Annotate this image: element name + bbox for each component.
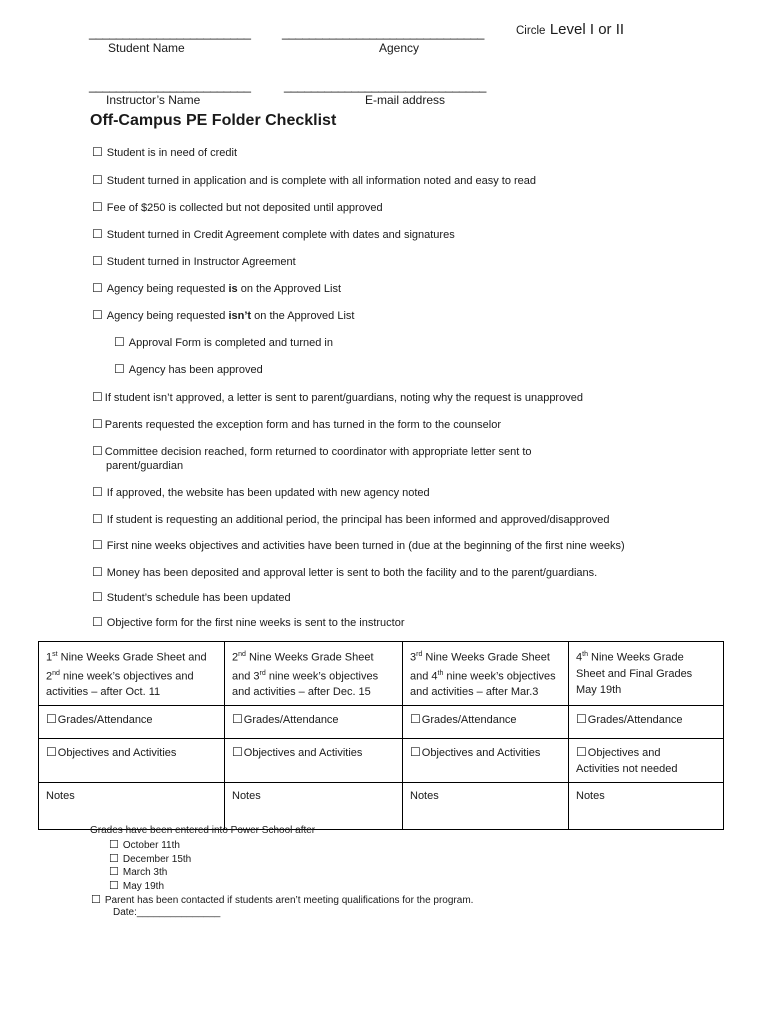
header-cell-third-nine-weeks: 3rd Nine Weeks Grade Sheet and 4th nine week’s objectives and activities – after Mar.3 bbox=[403, 642, 569, 706]
table-row-notes bbox=[39, 783, 724, 830]
objectives-not-needed-cell[interactable]: ☐Objectives and Activities not needed bbox=[569, 739, 724, 783]
item-label: Agency has been approved bbox=[128, 364, 263, 376]
item-label: Student turned in Instructor Agreement bbox=[106, 256, 296, 268]
checkbox-icon[interactable]: ☐ bbox=[92, 308, 103, 322]
checklist-item-agency-approved[interactable] bbox=[92, 281, 341, 295]
checkbox-icon[interactable]: ☐ bbox=[46, 712, 57, 727]
checkbox-icon[interactable]: ☐ bbox=[410, 712, 421, 727]
item-label: Agency being requested bbox=[106, 310, 226, 322]
notes-cell[interactable]: Notes bbox=[569, 783, 724, 830]
checklist-item-schedule-updated[interactable] bbox=[92, 590, 291, 604]
checklist-item-fee[interactable] bbox=[92, 200, 383, 214]
item-emphasis: isn’t bbox=[228, 310, 252, 322]
checkbox-icon[interactable]: ☐ bbox=[576, 745, 587, 760]
item-label: Money has been deposited and approval letter is sent to both the facility and to the parent/guardians. bbox=[106, 567, 598, 579]
date-option-oct[interactable]: ☐ October 11th bbox=[109, 839, 180, 851]
checklist-item-additional-period[interactable] bbox=[92, 512, 609, 526]
page-title: Off-Campus PE Folder Checklist bbox=[90, 112, 337, 129]
level-options[interactable]: Level I or II bbox=[549, 21, 625, 38]
item-label: First nine weeks objectives and activities have been turned in (due at the beginning of the first nine weeks) bbox=[106, 540, 625, 552]
checkbox-icon[interactable]: ☐ bbox=[92, 538, 103, 552]
parent-contacted-item[interactable]: ☐ Parent has been contacted if students aren’t meeting qualifications for the program. bbox=[91, 894, 474, 906]
checklist-item-exception-form[interactable] bbox=[92, 417, 501, 431]
grades-attendance-cell[interactable]: ☐Grades/Attendance bbox=[39, 706, 225, 739]
checklist-item-money-deposited[interactable] bbox=[92, 565, 597, 579]
item-label: Student turned in application and is complete with all information noted and easy to read bbox=[106, 175, 537, 187]
checklist-item-website-updated[interactable] bbox=[92, 485, 430, 499]
student-name-label: Student Name bbox=[108, 41, 185, 55]
checkbox-icon[interactable]: ☐ bbox=[109, 880, 119, 892]
checkbox-icon[interactable]: ☐ bbox=[92, 485, 103, 499]
checkbox-icon[interactable]: ☐ bbox=[92, 417, 103, 431]
grades-entered-label: Grades have been entered into Power School after bbox=[90, 825, 316, 836]
checklist-item-credit-needed[interactable] bbox=[92, 145, 237, 159]
checkbox-icon[interactable]: ☐ bbox=[92, 512, 103, 526]
agency-label: Agency bbox=[379, 41, 420, 55]
item-label: Parents requested the exception form and has turned in the form to the counselor bbox=[104, 419, 502, 431]
table-header-row bbox=[39, 642, 724, 706]
notes-cell[interactable]: Notes bbox=[403, 783, 569, 830]
header-cell-fourth-nine-weeks: 4th Nine Weeks Grade Sheet and Final Grades May 19th bbox=[569, 642, 724, 706]
checkbox-icon[interactable]: ☐ bbox=[232, 712, 243, 727]
checkbox-icon[interactable]: ☐ bbox=[92, 254, 103, 268]
checkbox-icon[interactable]: ☐ bbox=[109, 853, 119, 865]
checklist-item-agency-not-approved[interactable] bbox=[92, 308, 354, 322]
checkbox-icon[interactable]: ☐ bbox=[92, 565, 103, 579]
instructor-name-line[interactable]: ________________________ bbox=[89, 78, 251, 93]
table-row-objectives bbox=[39, 739, 724, 783]
item-label: Approval Form is completed and turned in bbox=[128, 337, 333, 349]
checkbox-icon[interactable]: ☐ bbox=[114, 335, 125, 349]
item-label: If student isn’t approved, a letter is sent to parent/guardians, noting why the request is unapproved bbox=[104, 392, 583, 404]
checkbox-icon[interactable]: ☐ bbox=[410, 745, 421, 760]
checkbox-icon[interactable]: ☐ bbox=[232, 745, 243, 760]
date-option-may[interactable]: ☐ May 19th bbox=[109, 880, 165, 892]
checkbox-icon[interactable]: ☐ bbox=[92, 390, 103, 404]
checkbox-icon[interactable]: ☐ bbox=[92, 590, 103, 604]
table-row-grades bbox=[39, 706, 724, 739]
checkbox-icon[interactable]: ☐ bbox=[92, 615, 103, 629]
item-label: If approved, the website has been updated with new agency noted bbox=[106, 487, 430, 499]
item-label: Agency being requested bbox=[106, 283, 226, 295]
checklist-subitem-approval-form[interactable] bbox=[114, 335, 333, 349]
notes-cell[interactable]: Notes bbox=[39, 783, 225, 830]
checklist-item-instructor-agreement[interactable] bbox=[92, 254, 296, 268]
grade-sheet-table bbox=[38, 641, 724, 830]
checklist-item-objective-form-sent[interactable] bbox=[92, 615, 405, 629]
checkbox-icon[interactable]: ☐ bbox=[92, 200, 103, 214]
grades-attendance-cell[interactable]: ☐Grades/Attendance bbox=[225, 706, 403, 739]
email-line[interactable]: ______________________________ bbox=[284, 78, 486, 93]
checkbox-icon[interactable]: ☐ bbox=[109, 839, 119, 851]
item-label: If student is requesting an additional period, the principal has been informed and approved/disapproved bbox=[106, 514, 610, 526]
checkbox-icon[interactable]: ☐ bbox=[92, 281, 103, 295]
item-label: Objective form for the first nine weeks is sent to the instructor bbox=[106, 617, 405, 629]
checklist-item-committee-decision[interactable] bbox=[92, 444, 532, 458]
checkbox-icon[interactable]: ☐ bbox=[91, 894, 101, 906]
objectives-activities-cell[interactable]: ☐Objectives and Activities bbox=[403, 739, 569, 783]
checklist-item-committee-decision-cont: parent/guardian bbox=[106, 460, 184, 472]
checklist-item-not-approved-letter[interactable] bbox=[92, 390, 583, 404]
item-label: Committee decision reached, form returned to coordinator with appropriate letter sent to bbox=[104, 446, 532, 458]
item-label: Student’s schedule has been updated bbox=[106, 592, 291, 604]
header-cell-first-nine-weeks: 1st Nine Weeks Grade Sheet and 2nd nine week’s objectives and activities – after Oct. 11 bbox=[39, 642, 225, 706]
checkbox-icon[interactable]: ☐ bbox=[92, 227, 103, 241]
checkbox-icon[interactable]: ☐ bbox=[92, 444, 103, 458]
objectives-activities-cell[interactable]: ☐Objectives and Activities bbox=[225, 739, 403, 783]
circle-label: Circle bbox=[516, 25, 546, 37]
checkbox-icon[interactable]: ☐ bbox=[46, 745, 57, 760]
objectives-activities-cell[interactable]: ☐Objectives and Activities bbox=[39, 739, 225, 783]
grades-attendance-cell[interactable]: ☐Grades/Attendance bbox=[403, 706, 569, 739]
checklist-item-first-objectives[interactable] bbox=[92, 538, 625, 552]
instructor-name-label: Instructor’s Name bbox=[106, 93, 201, 107]
student-name-line[interactable]: ________________________ bbox=[89, 25, 251, 40]
date-option-dec[interactable]: ☐ December 15th bbox=[109, 853, 192, 865]
item-label: on the Approved List bbox=[254, 310, 355, 322]
checkbox-icon[interactable]: ☐ bbox=[576, 712, 587, 727]
grades-attendance-cell[interactable]: ☐Grades/Attendance bbox=[569, 706, 724, 739]
item-label: Student is in need of credit bbox=[106, 147, 238, 159]
date-option-mar[interactable]: ☐ March 3th bbox=[109, 866, 168, 878]
agency-line[interactable]: ______________________________ bbox=[282, 25, 484, 40]
email-label: E-mail address bbox=[365, 93, 446, 107]
item-label: Student turned in Credit Agreement complete with dates and signatures bbox=[106, 229, 455, 241]
checkbox-icon[interactable]: ☐ bbox=[109, 866, 119, 878]
item-label: Fee of $250 is collected but not deposited until approved bbox=[106, 202, 383, 214]
notes-cell[interactable]: Notes bbox=[225, 783, 403, 830]
level-circle-prompt bbox=[516, 21, 624, 39]
checkbox-icon[interactable]: ☐ bbox=[114, 362, 125, 376]
checkbox-icon[interactable]: ☐ bbox=[92, 173, 103, 187]
header-cell-second-nine-weeks: 2nd Nine Weeks Grade Sheet and 3rd nine week’s objectives and activities – after Dec. 15 bbox=[225, 642, 403, 706]
date-field[interactable]: Date:_______________ bbox=[113, 907, 221, 918]
item-label: on the Approved List bbox=[240, 283, 342, 295]
checkbox-icon[interactable]: ☐ bbox=[92, 145, 103, 159]
checklist-item-credit-agreement[interactable] bbox=[92, 227, 455, 241]
checklist-subitem-agency-approved[interactable] bbox=[114, 362, 263, 376]
checklist-item-application[interactable] bbox=[92, 173, 536, 187]
item-emphasis: is bbox=[228, 283, 238, 295]
